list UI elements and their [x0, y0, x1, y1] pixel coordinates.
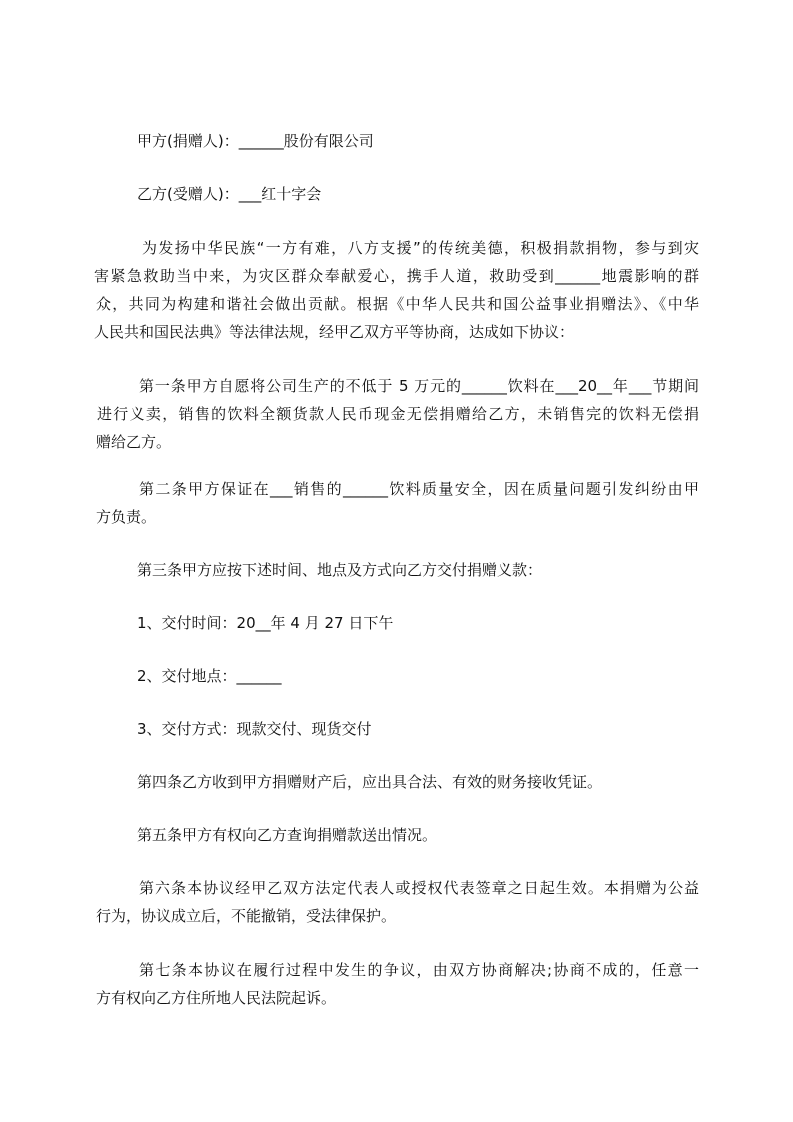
article-7-line: 方有权向乙方住所地人民法院起诉。 — [96, 989, 337, 1007]
delivery-method-item: 3、交付方式：现款交付、现货交付 — [137, 720, 372, 738]
article-5: 第五条甲方有权向乙方查询捐赠款送出情况。 — [137, 826, 438, 844]
article-2-line: 第二条甲方保证在___销售的______饮料质量安全，因在质量问题引发纠纷由甲 — [139, 480, 699, 498]
article-1-line: 进行义卖，销售的饮料全额货款人民币现金无偿捐赠给乙方，未销售完的饮料无偿捐 — [97, 405, 699, 423]
article-6-line: 行为，协议成立后，不能撤销，受法律保护。 — [96, 907, 397, 925]
party-a-line: 甲方(捐赠人)：______股份有限公司 — [137, 132, 374, 150]
delivery-place-item: 2、交付地点：______ — [137, 667, 282, 685]
article-6-line: 第六条本协议经甲乙双方法定代表人或授权代表签章之日起生效。本捐赠为公益 — [139, 879, 699, 897]
article-4: 第四条乙方收到甲方捐赠财产后，应出具合法、有效的财务接收凭证。 — [137, 773, 603, 791]
article-1-line: 赠给乙方。 — [96, 433, 172, 451]
article-1-line: 第一条甲方自愿将公司生产的不低于 5 万元的______饮料在___20__年___节期间 — [139, 377, 699, 395]
intro-line: 众，共同为构建和谐社会做出贡献。根据《中华人民共和国公益事业捐赠法》、《中华 — [96, 295, 699, 313]
intro-line: 害紧急救助当中来，为灾区群众奉献爱心，携手人道，救助受到______地震影响的群 — [94, 267, 699, 285]
article-2-line: 方负责。 — [96, 508, 157, 526]
intro-line: 人民共和国民法典》等法律法规，经甲乙双方平等协商，达成如下协议： — [94, 323, 575, 341]
intro-line: 为发扬中华民族“一方有难，八方支援”的传统美德，积极捐款捐物，参与到灾 — [142, 239, 699, 257]
party-b-line: 乙方(受赠人)：___红十字会 — [137, 185, 322, 203]
delivery-time-item: 1、交付时间：20__年 4 月 27 日下午 — [137, 614, 394, 632]
article-7-line: 第七条本协议在履行过程中发生的争议，由双方协商解决;协商不成的，任意一 — [139, 961, 699, 979]
article-3: 第三条甲方应按下述时间、地点及方式向乙方交付捐赠义款： — [137, 561, 543, 579]
